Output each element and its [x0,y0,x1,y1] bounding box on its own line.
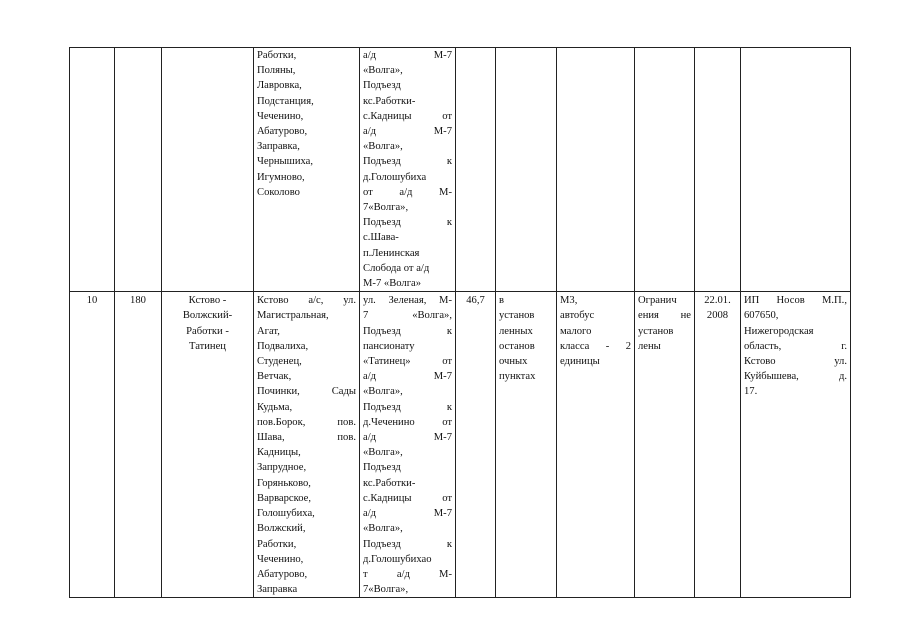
word: не [680,310,691,322]
word: область, [744,340,782,352]
text-line [257,521,356,536]
cell-length: 46,7 [456,292,496,598]
text-line [638,324,691,339]
text-line [257,354,356,369]
word: «Волга», [363,447,403,459]
word: - [605,340,610,352]
word: к [446,217,452,229]
word: Волжский, [257,523,306,535]
text-line [638,308,691,323]
text-line [363,276,452,291]
cell-stop-order [496,292,557,598]
word: кс.Работки- [363,477,416,489]
cell-route-num [115,48,162,292]
cell-streets [360,48,456,292]
word: ИП [744,295,760,307]
word: д.Голошубиха [363,171,427,183]
word: Огранич [638,295,677,307]
text-line [363,567,452,582]
text-line: 2008 [706,310,729,322]
text-line [363,109,452,124]
text-line [744,354,847,369]
text-line: в [499,295,505,307]
text-line [638,339,691,354]
text-line [363,63,452,78]
word: М- [439,568,452,580]
text-line [363,582,452,597]
text-line [257,476,356,491]
text-line [257,460,356,475]
text-line: Татинец [189,340,226,352]
word: «Татинец» [363,356,411,368]
word: Шава, [257,432,285,444]
word: а/д [363,432,377,444]
word: Подъезд [363,80,401,92]
word: Работки, [257,538,297,550]
text-line [744,308,847,323]
word: т [363,568,368,580]
text-line [363,521,452,536]
cell-route-name [162,292,254,598]
word: Зеленая, [388,295,427,307]
word: а/д [396,568,410,580]
word: М-7 [433,126,452,138]
text-line: останов [499,340,535,352]
word: Горяньково, [257,477,311,489]
word: автобус [560,310,595,322]
text-line [363,476,452,491]
word: от [363,186,373,198]
text-line [257,537,356,552]
text-line [363,308,452,323]
word: «Волга», [363,386,403,398]
word: от [442,492,452,504]
word: лены [638,340,661,352]
cell-route-num: 180 [115,292,162,598]
text-line [363,261,452,276]
word: установ [638,325,674,337]
word: от [442,356,452,368]
text-line: Чеченино, [257,110,304,122]
word: М- [439,186,452,198]
text-line: пунктах [499,371,536,383]
text-line [744,293,847,308]
word: Магистральная, [257,310,329,322]
word: Ветчак, [257,371,292,383]
text-line [363,139,452,154]
word: к [446,325,452,337]
word: 607650, [744,310,779,322]
word: д. [838,371,847,383]
word: а/д [363,508,377,520]
word: от [442,416,452,428]
table-row [70,292,851,598]
word: Кстово [257,295,289,307]
cell-num [70,48,115,292]
text-line [363,491,452,506]
word: к [446,401,452,413]
word: кс.Работки- [363,95,416,107]
word: с.Кадницы [363,110,412,122]
word: Слобода от а/д [363,262,430,274]
word: д.Чеченино [363,416,415,428]
text-line [257,308,356,323]
text-line [744,369,847,384]
word: Подъезд [363,325,401,337]
text-line: Волжский- [182,310,233,322]
word: Запрудное, [257,462,307,474]
word: Подъезд [363,217,401,229]
word: Подъезд [363,462,401,474]
word: М-7 «Волга» [363,278,422,290]
word: 17. [744,386,758,398]
text-line: ленных [499,325,533,337]
word: Подъезд [363,538,401,550]
word: Агат, [257,325,280,337]
cell-num: 10 [70,292,115,598]
text-line [363,154,452,169]
text-line [363,324,452,339]
text-line: установ [499,310,535,322]
word: д.Голошубихао [363,553,432,565]
text-line: Чернышиха, [257,156,314,168]
word: 7«Волга», [363,584,409,596]
cell-restrictions [635,48,695,292]
word: «Волга», [363,523,403,535]
text-line: Соколово [257,186,300,198]
word: Починки, [257,386,300,398]
text-line [363,246,452,261]
word: Куйбышева, [744,371,799,383]
word: Подъезд [363,401,401,413]
word: 7 [363,310,369,322]
text-line [257,384,356,399]
text-line: очных [499,356,528,368]
word: а/д [363,371,377,383]
text-line [638,293,691,308]
word: Заправка [257,584,298,596]
text-line: Работки - [186,325,229,337]
word: М-7 [433,50,452,61]
cell-date [695,48,741,292]
word: п.Ленинская [363,247,420,259]
word: единицы [560,356,600,368]
word: пов.Борок, [257,416,306,428]
text-line [257,339,356,354]
text-line [257,552,356,567]
text-line: 22.01. [704,295,731,307]
word: М.П., [821,295,847,307]
text-line [257,369,356,384]
word: 7«Волга», [363,202,409,214]
word: Подъезд [363,156,401,168]
word: «Волга», [363,141,403,153]
text-line [257,506,356,521]
text-line [363,215,452,230]
text-line [363,293,452,308]
text-line: Лавровка, [257,80,302,92]
text-line: Подстанция, [257,95,314,107]
word: а/д [399,186,413,198]
cell-stops [254,48,360,292]
text-line [257,445,356,460]
word: класса [560,340,590,352]
word: а/д [363,126,377,138]
text-line [257,293,356,308]
text-line: Работки, [257,50,297,61]
word: ул. [834,356,847,368]
text-line [744,324,847,339]
text-line [363,369,452,384]
text-line [363,170,452,185]
word: М-7 [433,508,452,520]
cell-stop-order [496,48,557,292]
word: г. [841,340,847,352]
word: Абатурово, [257,568,308,580]
text-line [363,94,452,109]
text-line [363,354,452,369]
text-line [363,230,452,245]
word: М-7 [433,371,452,383]
text-line [363,48,452,63]
word: пансионату [363,340,415,352]
route-register-table [69,47,851,598]
cell-vehicle [557,48,635,292]
text-line [257,415,356,430]
word: Кадницы, [257,447,301,459]
word: Кудьма, [257,401,293,413]
word: с.Кадницы [363,492,412,504]
word: М- [439,295,452,307]
word: Голошубиха, [257,508,315,520]
text-line [744,339,847,354]
text-line [363,537,452,552]
word: «Волга», [412,310,452,322]
text-line: Кстово - [188,295,227,307]
word: малого [560,325,592,337]
cell-carrier [741,292,851,598]
cell-route-name [162,48,254,292]
text-line [363,124,452,139]
word: «Волга», [363,65,403,77]
word: ул. [363,295,376,307]
text-line [363,460,452,475]
text-line [363,415,452,430]
text-line [363,400,452,415]
word: ул. [343,295,356,307]
cell-streets [360,292,456,598]
text-line: Заправка, [257,141,300,153]
text-line [560,339,631,354]
cell-date [695,292,741,598]
text-line [560,308,631,323]
text-line [363,445,452,460]
word: а/д [363,50,377,61]
word: пов. [337,416,356,428]
text-line [257,430,356,445]
word: Подвалиха, [257,340,309,352]
word: к [446,156,452,168]
word: Варварское, [257,492,312,504]
table-row [70,48,851,292]
word: М-7 [433,432,452,444]
word: Чеченино, [257,553,304,565]
word: Носов [776,295,805,307]
word: к [446,538,452,550]
cell-vehicle [557,292,635,598]
text-line [560,354,631,369]
text-line [363,384,452,399]
word: М3, [560,295,578,307]
word: Кстово [744,356,776,368]
text-line [560,324,631,339]
text-line [257,400,356,415]
word: от [442,110,452,122]
text-line [257,582,356,597]
text-line [363,339,452,354]
text-line [257,324,356,339]
word: пов. [337,432,356,444]
text-line [257,491,356,506]
word: с.Шава- [363,232,399,244]
text-line [363,552,452,567]
text-line [363,200,452,215]
text-line: Поляны, [257,65,296,77]
word: 2 [625,340,631,352]
text-line [257,567,356,582]
text-line [363,78,452,93]
word: Сады [331,386,356,398]
cell-carrier [741,48,851,292]
word: ения [638,310,659,322]
text-line: Игумново, [257,171,305,183]
text-line [363,185,452,200]
text-line [363,506,452,521]
cell-stops [254,292,360,598]
text-line [363,430,452,445]
text-line [744,384,847,399]
cell-length [456,48,496,292]
text-line [560,293,631,308]
word: а/с, [308,295,324,307]
text-line: Абатурово, [257,126,308,138]
word: Нижегородская [744,325,814,337]
word: Студенец, [257,356,302,368]
cell-restrictions [635,292,695,598]
